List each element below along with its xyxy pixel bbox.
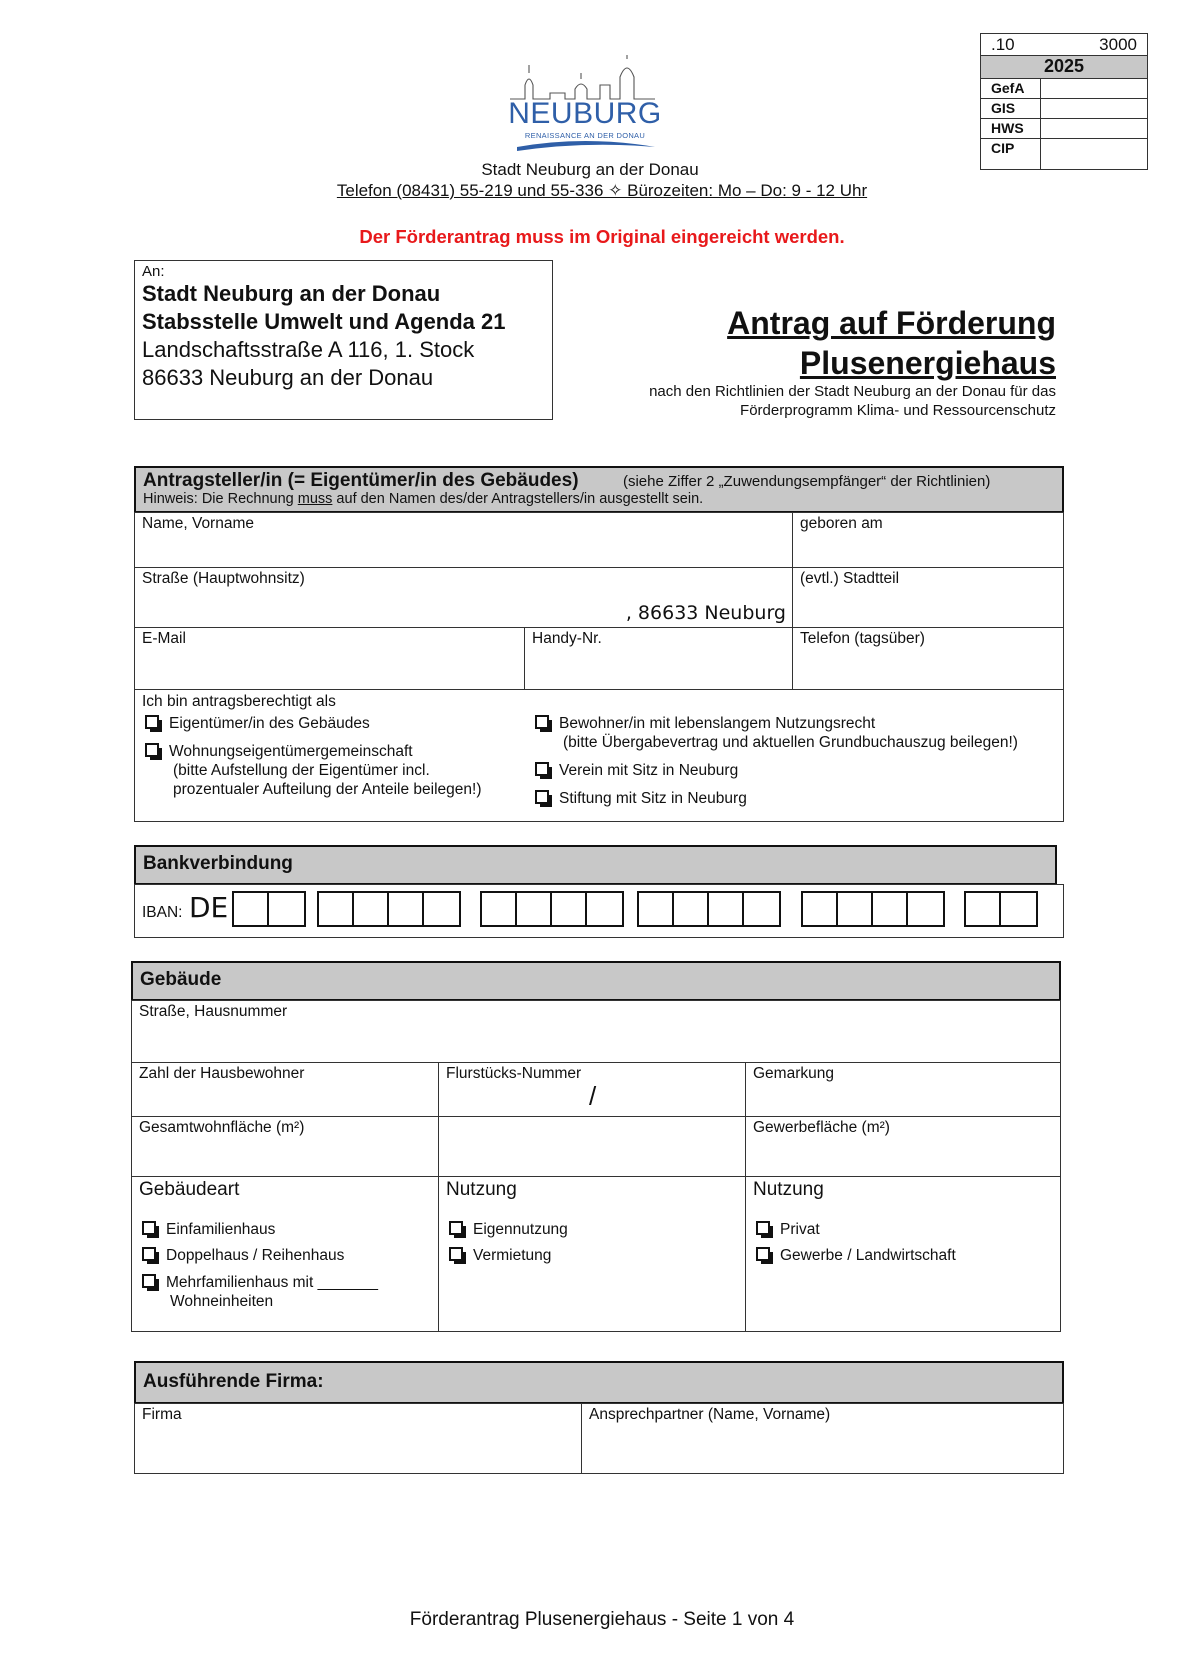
empty-field — [439, 1117, 746, 1177]
commercial-area-label: Gewerbefläche (m²) — [753, 1119, 890, 1136]
iban-digit[interactable] — [639, 893, 674, 925]
bank-heading-title: Bankverbindung — [143, 853, 293, 874]
phone-label: Telefon (tagsüber) — [800, 630, 925, 647]
eligible-label: Ich bin antragsberechtigt als — [142, 693, 336, 710]
firm-contact-field[interactable] — [582, 1404, 1063, 1473]
iban-digit[interactable] — [674, 893, 709, 925]
applicant-heading-title: Antragsteller/in (= Eigentümer/in des Gebäudes) — [143, 470, 579, 491]
iban-digit[interactable] — [552, 893, 587, 925]
building-street-label: Straße, Hausnummer — [139, 1003, 288, 1020]
parcel-label: Flurstücks-Nummer — [446, 1065, 582, 1082]
born-field[interactable] — [793, 513, 1064, 568]
address-line1: Stadt Neuburg an der Donau — [142, 281, 441, 306]
born-label: geboren am — [800, 515, 883, 532]
applicant-hint — [143, 491, 1062, 508]
iban-digit[interactable] — [354, 893, 389, 925]
use-private[interactable] — [756, 1220, 820, 1239]
page-footer: Förderantrag Plusenergiehaus - Seite 1 von 4 — [409, 1609, 795, 1630]
use-heading: Nutzung — [446, 1179, 517, 1200]
living-area-field[interactable] — [132, 1117, 439, 1177]
living-area-label: Gesamtwohnfläche (m²) — [139, 1119, 305, 1136]
iban-digit[interactable] — [873, 893, 908, 925]
opt-weg-note2: prozentualer Aufteilung der Anteile beilegen!) — [173, 781, 482, 798]
title-subtitle — [649, 382, 1056, 420]
iban-digit[interactable] — [269, 893, 304, 925]
iban-digit[interactable] — [424, 893, 459, 925]
street-city-value: , 86633 Neuburg — [625, 602, 786, 624]
opt-owner-label: Eigentümer/in des Gebäudes — [169, 715, 370, 732]
use-own-label: Eigennutzung — [473, 1221, 568, 1238]
checkbox-icon[interactable] — [535, 715, 549, 729]
office-code-right: 3000 — [1099, 35, 1137, 54]
firm-field[interactable] — [135, 1404, 582, 1473]
office-year: 2025 — [981, 56, 1147, 79]
type-multi[interactable] — [142, 1273, 378, 1311]
iban-group-2[interactable] — [317, 891, 461, 927]
checkbox-icon[interactable] — [756, 1221, 770, 1235]
firm-label: Firma — [142, 1406, 182, 1423]
office-field-gefa[interactable] — [1041, 79, 1147, 98]
applicant-heading — [134, 466, 1064, 513]
iban-digit[interactable] — [744, 893, 779, 925]
iban-digit[interactable] — [517, 893, 552, 925]
type-multi-label: Mehrfamilienhaus mit _______ — [166, 1274, 378, 1291]
opt-resident[interactable] — [535, 714, 1018, 752]
street-field[interactable] — [135, 568, 793, 628]
iban-group-3[interactable] — [480, 891, 624, 927]
email-label: E-Mail — [142, 630, 186, 647]
iban-prefix: DE — [189, 891, 229, 924]
checkbox-icon[interactable] — [449, 1247, 463, 1261]
office-use-box — [980, 33, 1148, 170]
iban-digit[interactable] — [482, 893, 517, 925]
header-city: Stadt Neuburg an der Donau — [481, 160, 699, 179]
opt-club[interactable] — [535, 761, 738, 780]
checkbox-icon[interactable] — [142, 1274, 156, 1288]
applicant-heading-ref: (siehe Ziffer 2 „Zuwendungsempfänger“ der Richtlinien) — [622, 473, 991, 490]
address-line4: 86633 Neuburg an der Donau — [142, 365, 434, 390]
address-line3: Landschaftsstraße A 116, 1. Stock — [142, 337, 475, 362]
residents-label: Zahl der Hausbewohner — [139, 1065, 305, 1082]
checkbox-icon[interactable] — [535, 762, 549, 776]
office-row-gefa: GefA — [981, 79, 1041, 98]
subtitle-line2: Förderprogramm Klima- und Ressourcenschutz — [740, 402, 1056, 419]
building-heading — [131, 961, 1061, 1001]
hint-em: muss — [297, 491, 333, 507]
iban-digit[interactable] — [1001, 893, 1036, 925]
original-notice: Der Förderantrag muss im Original eingereicht werden. — [359, 226, 845, 247]
opt-weg-label: Wohnungseigentümergemeinschaft — [169, 743, 413, 760]
mobile-label: Handy-Nr. — [532, 630, 602, 647]
header-contact-text: Telefon (08431) 55-219 und 55-336 ✧ Bürozeiten: Mo – Do: 9 - 12 Uhr — [336, 181, 868, 200]
name-label: Name, Vorname — [142, 515, 254, 532]
opt-foundation[interactable] — [535, 789, 747, 808]
iban-digit[interactable] — [908, 893, 943, 925]
parcel-field[interactable] — [439, 1063, 746, 1117]
title-line2: Plusenergiehaus — [799, 345, 1056, 381]
district-field[interactable] — [793, 568, 1064, 628]
subtitle-line1: nach den Richtlinien der Stadt Neuburg an der Donau für das — [649, 383, 1056, 400]
type-single-label: Einfamilienhaus — [166, 1221, 276, 1238]
mobile-field[interactable] — [525, 628, 793, 690]
name-field[interactable] — [135, 513, 793, 568]
office-field-hws[interactable] — [1041, 119, 1147, 138]
checkbox-icon[interactable] — [145, 743, 159, 757]
logo-word: NEUBURG — [508, 97, 662, 130]
iban-digit[interactable] — [389, 893, 424, 925]
iban-digit[interactable] — [234, 893, 269, 925]
use-commercial-label: Gewerbe / Landwirtschaft — [780, 1247, 956, 1264]
hint-post: auf den Namen des/der Antragstellers/in ausgestellt sein. — [332, 491, 704, 507]
residents-field[interactable] — [132, 1063, 439, 1117]
type-single[interactable] — [142, 1220, 275, 1239]
iban-digit[interactable] — [319, 893, 354, 925]
opt-resident-label: Bewohner/in mit lebenslangem Nutzungsrecht — [559, 715, 876, 732]
firm-heading-title: Ausführende Firma: — [143, 1371, 324, 1392]
use2-heading: Nutzung — [753, 1179, 824, 1200]
opt-foundation-label: Stiftung mit Sitz in Neuburg — [559, 790, 747, 807]
hint-pre: Hinweis: Die Rechnung — [143, 491, 298, 507]
building-heading-title: Gebäude — [140, 969, 222, 990]
iban-digit[interactable] — [709, 893, 744, 925]
checkbox-icon[interactable] — [142, 1247, 156, 1261]
commercial-area-field[interactable] — [746, 1117, 1061, 1177]
iban-label: IBAN: — [142, 904, 183, 921]
firm-heading — [134, 1361, 1064, 1404]
office-row-hws: HWS — [981, 119, 1041, 138]
address-an: An: — [142, 263, 165, 280]
iban-digit[interactable] — [966, 893, 1001, 925]
checkbox-icon[interactable] — [535, 790, 549, 804]
type-double-label: Doppelhaus / Reihenhaus — [166, 1247, 345, 1264]
address-line2: Stabsstelle Umwelt und Agenda 21 — [142, 309, 506, 334]
checkbox-icon[interactable] — [756, 1247, 770, 1261]
opt-club-label: Verein mit Sitz in Neuburg — [559, 762, 739, 779]
use-rent[interactable] — [449, 1246, 551, 1265]
iban-group-4[interactable] — [637, 891, 781, 927]
building-street-field[interactable] — [132, 1001, 1061, 1063]
address-box — [134, 260, 553, 420]
iban-digit[interactable] — [838, 893, 873, 925]
iban-digit[interactable] — [803, 893, 838, 925]
checkbox-icon[interactable] — [145, 715, 159, 729]
header-contact — [0, 181, 1180, 201]
type-double[interactable] — [142, 1246, 344, 1265]
type-heading: Gebäudeart — [139, 1179, 240, 1200]
iban-digit[interactable] — [587, 893, 622, 925]
bank-heading — [134, 845, 1057, 885]
gemarkung-label: Gemarkung — [753, 1065, 834, 1082]
use-private-label: Privat — [780, 1221, 820, 1238]
parcel-slash: / — [589, 1081, 597, 1111]
page-title — [727, 303, 1056, 383]
opt-owner[interactable] — [145, 714, 370, 733]
district-label: (evtl.) Stadtteil — [800, 570, 900, 587]
city-logo — [505, 55, 665, 160]
firm-contact-label: Ansprechpartner (Name, Vorname) — [589, 1406, 831, 1423]
checkbox-icon[interactable] — [449, 1221, 463, 1235]
opt-weg-note1: (bitte Aufstellung der Eigentümer incl. — [173, 762, 430, 779]
use-commercial[interactable] — [756, 1246, 956, 1265]
use-rent-label: Vermietung — [473, 1247, 552, 1264]
gemarkung-field[interactable] — [746, 1063, 1061, 1117]
iban-group-1[interactable] — [232, 891, 306, 927]
phone-field[interactable] — [793, 628, 1064, 690]
office-row-cip: CIP — [981, 139, 1041, 169]
office-field-gis[interactable] — [1041, 99, 1147, 118]
email-field[interactable] — [135, 628, 525, 690]
opt-weg[interactable] — [145, 742, 482, 799]
applicant-grid — [134, 512, 1064, 822]
building-grid — [131, 1000, 1061, 1332]
street-label: Straße (Hauptwohnsitz) — [142, 570, 305, 587]
office-row-gis: GIS — [981, 99, 1041, 118]
firm-grid — [134, 1403, 1064, 1474]
opt-resident-note: (bitte Übergabevertrag und aktuellen Grundbuchauszug beilegen!) — [563, 734, 1018, 751]
use-own[interactable] — [449, 1220, 568, 1239]
iban-group-6[interactable] — [964, 891, 1038, 927]
logo-subtitle: RENAISSANCE AN DER DONAU — [524, 131, 646, 140]
checkbox-icon[interactable] — [142, 1221, 156, 1235]
type-multi-units: Wohneinheiten — [170, 1293, 274, 1310]
title-line1: Antrag auf Förderung — [727, 305, 1056, 341]
office-code-left: .10 — [991, 35, 1015, 54]
iban-group-5[interactable] — [801, 891, 945, 927]
